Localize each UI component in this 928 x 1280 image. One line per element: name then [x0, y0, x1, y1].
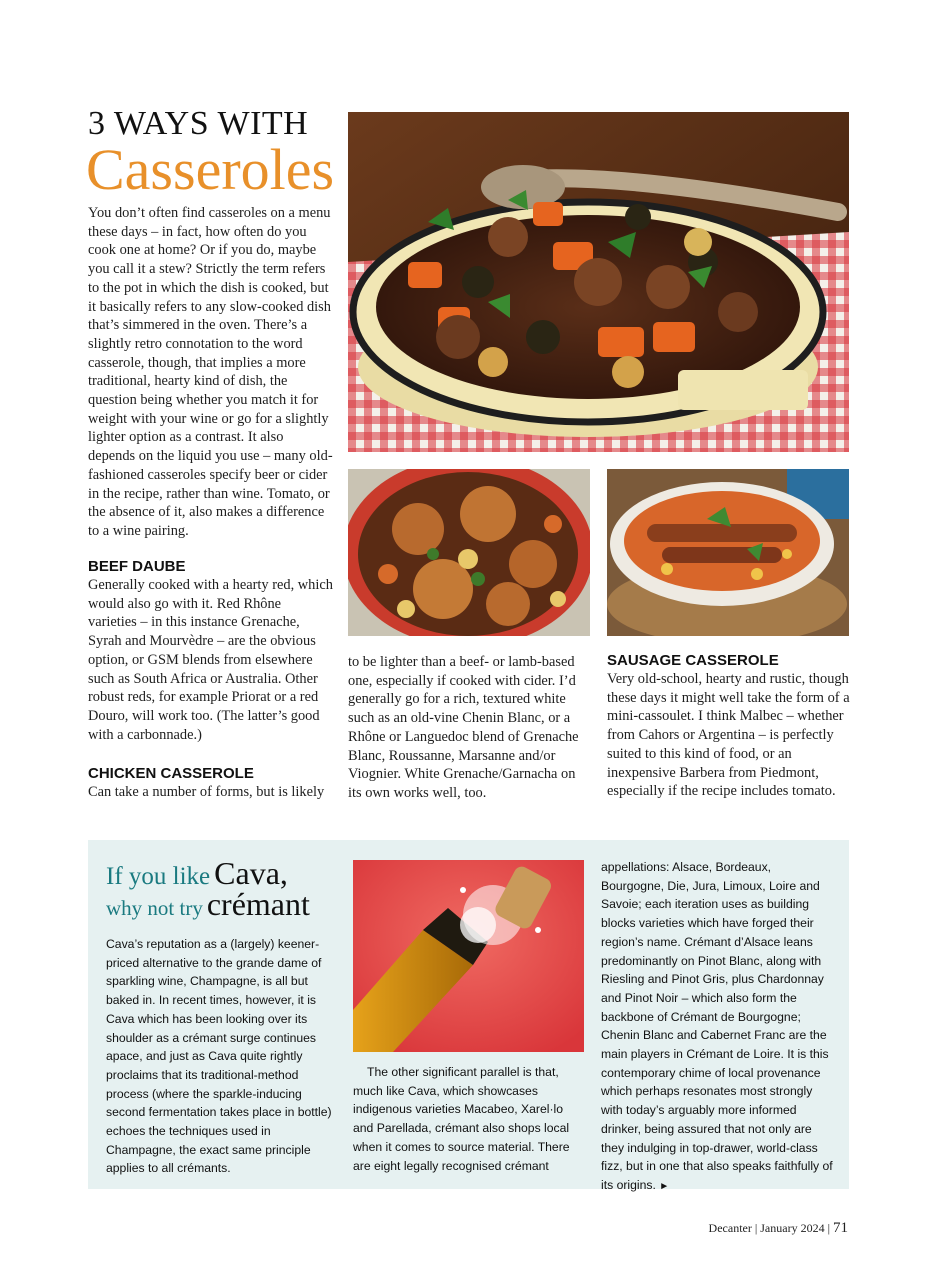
- box-title-line-1-small: If you like: [106, 863, 211, 890]
- footer-magazine: Decanter: [708, 1221, 752, 1235]
- footer-separator-2: |: [827, 1221, 830, 1235]
- box-column-3-text: appellations: Alsace, Bordeaux, Bourgogne, Die, Jura, Limoux, Loire and Savoie; each iteration uses as building blocks varieties which have forged their region’s name. Crémant d’Alsace leans predominantly on Pinot Blanc, along with Riesling and Pinot Gris, plus Chardonnay and Pinot Noir – which also form the backbone of Crémant de Bourgogne; Chenin Blanc and Cabernet Franc are the main players in Crémant de Loire. It is this contemporary chime of local provenance which perhaps resonates most strongly with today’s arguably more informed drinker, being assured that not only are they indulging in top-drawer, world-class fizz, but in one that also speaks faithfully of its origins.: [601, 860, 833, 1192]
- champagne-cork-photo: [353, 860, 584, 1052]
- box-title-line-2-small: why not try: [106, 896, 203, 920]
- box-title-line-1-big: Cava,: [214, 855, 288, 891]
- footer-separator-1: |: [754, 1221, 758, 1235]
- box-column-1: Cava’s reputation as a (largely) keener-priced alternative to the grande dame of sparkling wine, Champagne, is all but baked in. In recent times, however, it is Cava which has been looking over its shoulder as a crémant surge continues apace, and just as Cava quite rightly proclaims that its traditional-method process (where the sparkle-inducing second fermentation takes place in bottle) echoes the techniques used in Champagne, the exact same principle applies to all crémants.: [106, 937, 332, 1176]
- beef-heading: BEEF DAUBE: [88, 558, 186, 575]
- beef-daube-photo: [348, 112, 849, 452]
- chicken-heading: CHICKEN CASSEROLE: [88, 765, 254, 782]
- box-column-3: [601, 858, 836, 1197]
- beef-section: [88, 557, 333, 744]
- end-mark-icon: ►: [659, 1180, 670, 1192]
- page-title: Casseroles: [86, 137, 335, 202]
- intro-paragraph: You don’t often find casseroles on a menu these days – in fact, how often do you cook one at home? Or if you do, maybe you call it a stew? Strictly the term refers to the pot in which the dish is cooked, but it basically refers to any slow-cooked dish that’s simmered in the oven. There’s a slightly retro connotation to the word casserole, though, that implies a more traditional, hearty kind of dish, the question being whether you match it for weight with your wine or go for a slightly lighter option as a contrast. It also depends on the liquid you use – many old-fashioned casseroles specify beer or cider in the recipe, rather than wine. Tomato, or the absence of it, also makes a difference to a wine pairing.: [88, 205, 333, 539]
- box-title-line-2: [106, 886, 310, 929]
- chicken-text-start: Can take a number of forms, but is likely: [88, 784, 325, 800]
- box-column-2: The other significant parallel is that, much like Cava, which showcases indigenous varieties Macabeo, Xarel·lo and Parellada, crémant also shops local when it comes to source material. There are eight legally recognised crémant: [353, 1065, 570, 1173]
- page-footer: [709, 1220, 848, 1237]
- footer-issue: January 2024: [760, 1221, 825, 1235]
- chicken-casserole-photo: [348, 469, 590, 636]
- sausage-casserole-photo: [607, 469, 849, 636]
- chicken-section: [88, 764, 333, 802]
- sausage-section: [607, 651, 852, 801]
- sausage-text: Very old-school, hearty and rustic, though these days it might well take the form of a mini-cassoulet. I think Malbec – whether from Cahors or Argentina – is perfectly suited to this kind of food, or an inexpensive Barbera from Piedmont, especially if the recipe includes tomato.: [607, 671, 850, 800]
- page-number: 71: [833, 1220, 848, 1236]
- kicker: 3 WAYS WITH: [88, 105, 309, 142]
- sausage-heading: SAUSAGE CASSEROLE: [607, 652, 779, 669]
- beef-text: Generally cooked with a hearty red, which would also go with it. Red Rhône varieties – in this instance Grenache, Syrah and Mourvèdre – are the obvious option, or GSM blends from elsewhere such as South Africa or Australia. Other robust reds, for example Priorat or a red Douro, will work too. (The latter’s good with a carbonnade.): [88, 577, 333, 743]
- chicken-text-continued: to be lighter than a beef- or lamb-based one, especially if cooked with cider. I’d generally go for a rich, textured white such as an old-vine Chenin Blanc, or a Rhône or Languedoc blend of Grenache Blanc, Roussanne, Marsanne and/or Viognier. White Grenache/Garnacha on its own works well, too.: [348, 654, 579, 801]
- box-title-line-2-big: crémant: [206, 886, 310, 922]
